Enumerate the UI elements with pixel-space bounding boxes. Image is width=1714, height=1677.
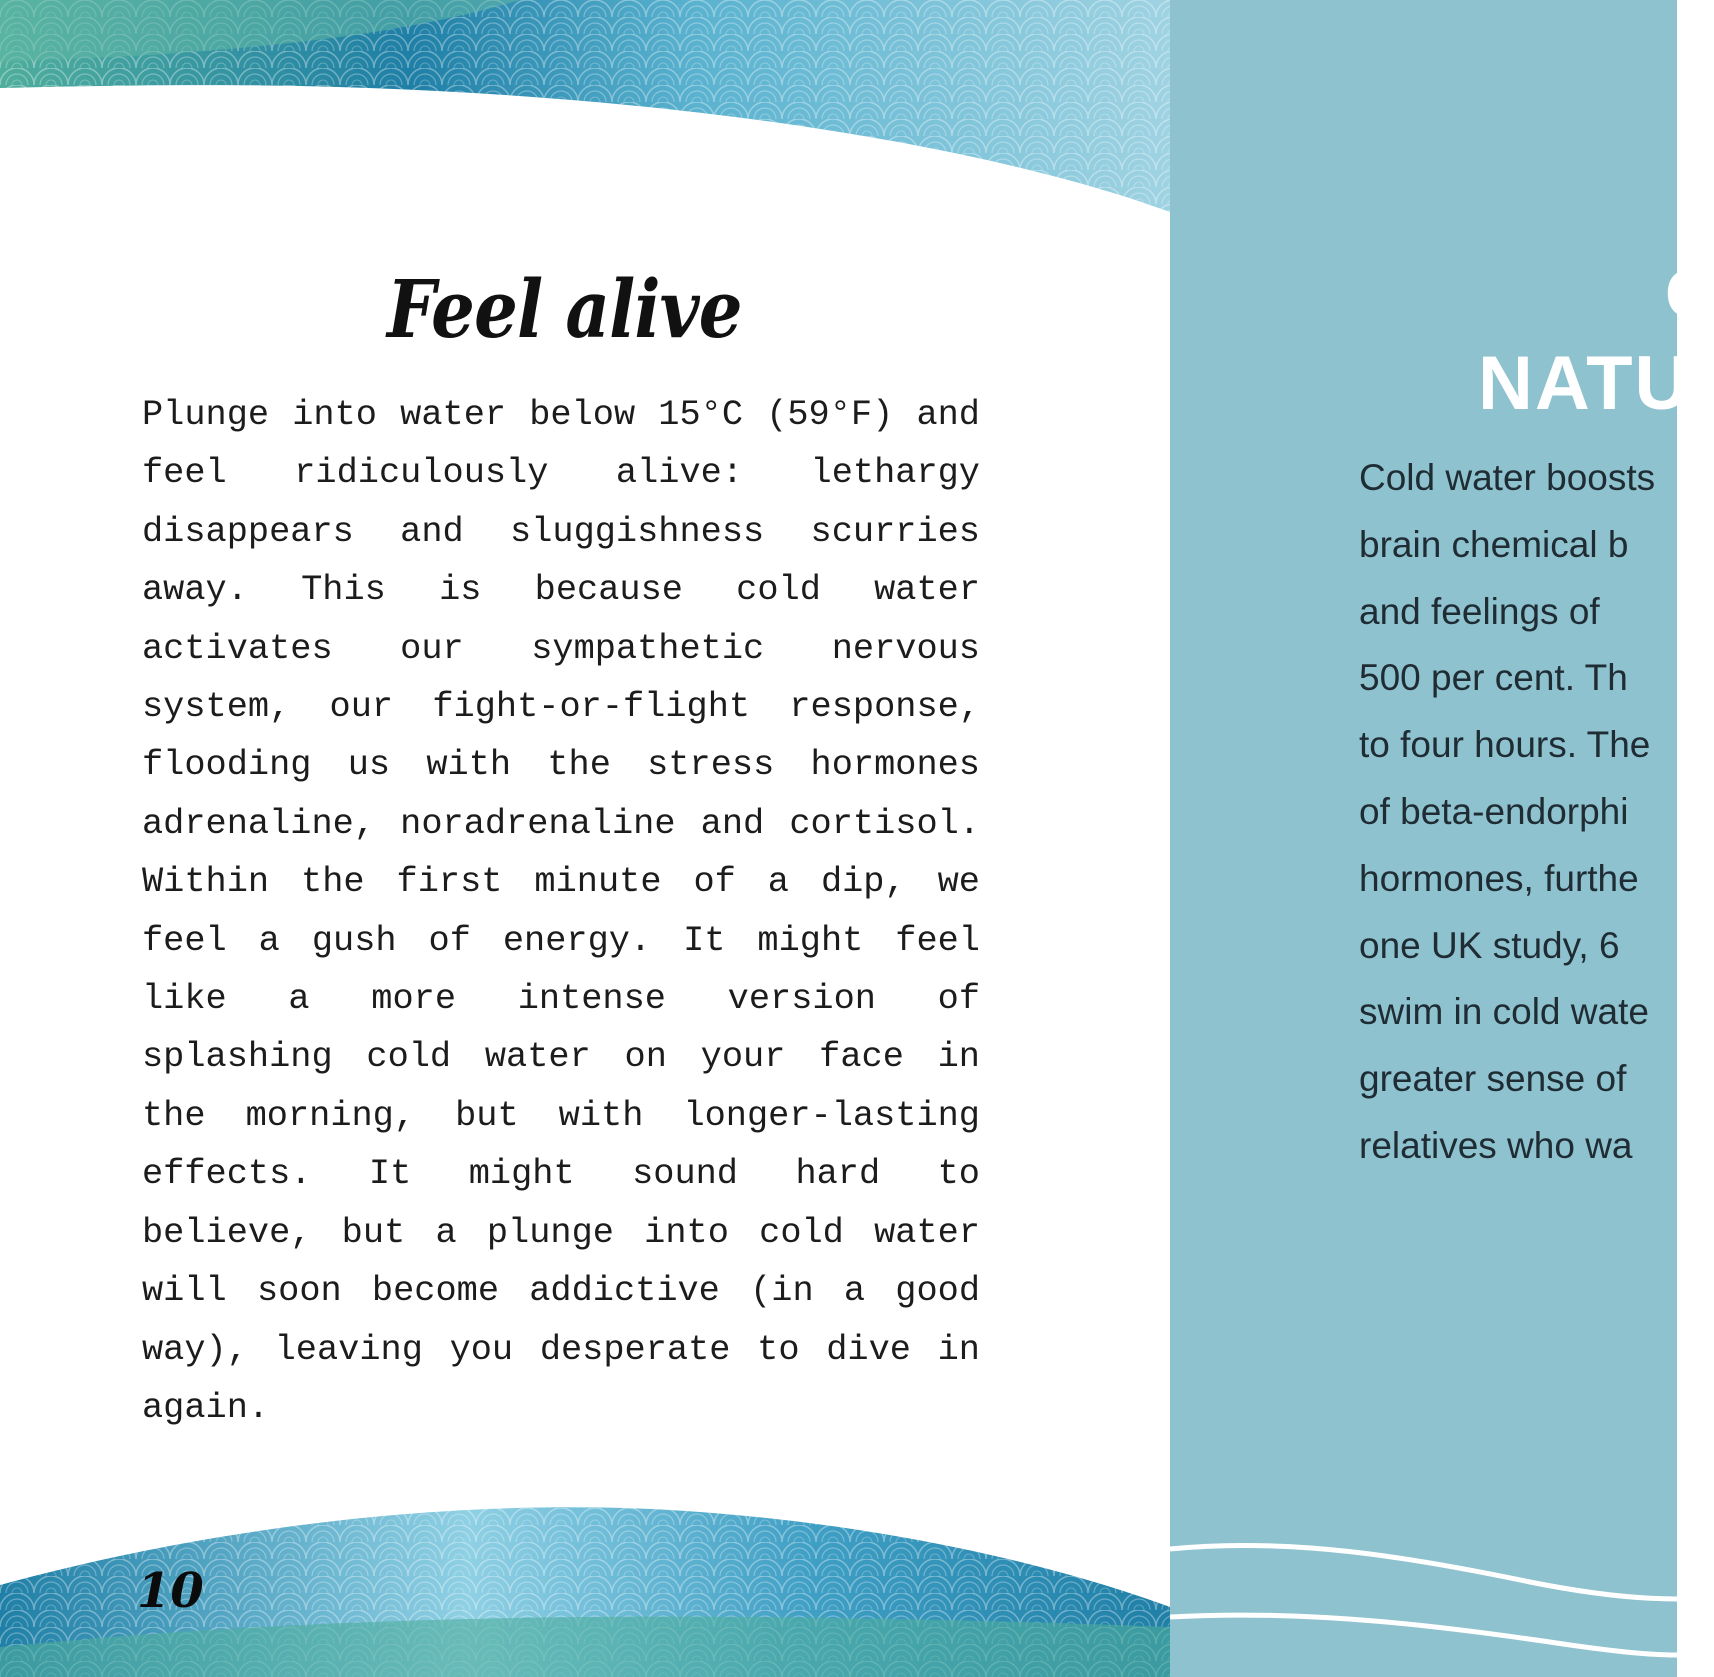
page-number: 10	[137, 1563, 204, 1619]
right-heading-top-fragment: C	[1665, 256, 1714, 332]
right-body-line: swim in cold wate	[1359, 991, 1649, 1033]
page-title: Feel alive	[386, 262, 742, 356]
right-body-line: brain chemical b	[1359, 523, 1629, 565]
right-body-line: hormones, furthe	[1359, 857, 1639, 899]
right-body-text	[1359, 445, 1689, 1180]
right-body-line: Cold water boosts	[1359, 457, 1656, 498]
right-body-line: of beta-endorphi	[1359, 790, 1629, 832]
right-body-line: to four hours. The	[1359, 724, 1651, 766]
top-wave-illustration	[0, 0, 1170, 230]
body-paragraph: Plunge into water below 15°C (59°F) and feel ridiculously alive: lethargy disappears and sluggishness scurries away. This is because cold water activates our sympathetic nervous system, our fight-or-flight response, flooding us with the stress hormones adrenaline, noradrenaline and cortisol. Within the first minute of a dip, we feel a gush of energy. It might feel like a more intense version of splashing cold water on your face in the morning, but with longer-lasting effects. It might sound hard to believe, but a plunge into cold water will soon become addictive (in a good way), leaving you desperate to dive in again.	[142, 395, 980, 1428]
right-page	[1170, 0, 1714, 1677]
right-body-line: relatives who wa	[1359, 1124, 1633, 1166]
right-heading: NATU	[1478, 341, 1692, 426]
right-body-line: one UK study, 6	[1359, 924, 1620, 966]
right-body-line: greater sense of	[1359, 1058, 1627, 1100]
decorative-wave-lines	[1170, 1537, 1677, 1677]
right-body-line: 500 per cent. Th	[1359, 657, 1628, 699]
right-body-line: and feelings of	[1359, 590, 1600, 632]
